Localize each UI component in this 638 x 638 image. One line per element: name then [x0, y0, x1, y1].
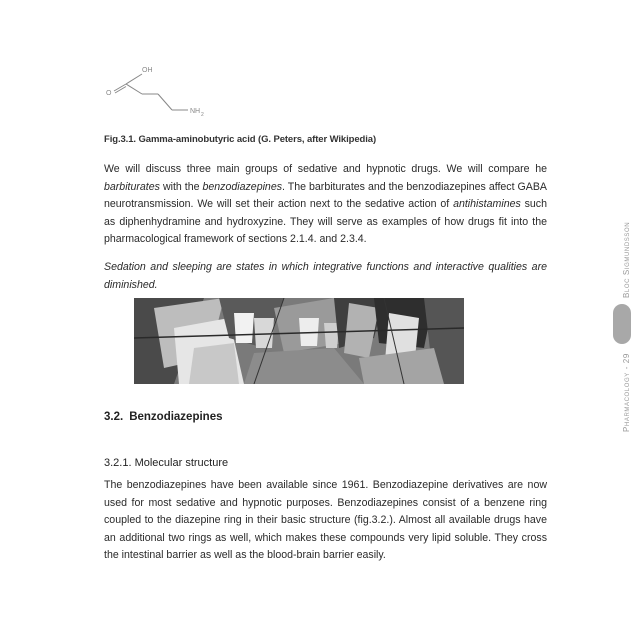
cubist-artwork-image — [134, 298, 464, 384]
paragraph-intro-text-4: such as diphenhydramine and hydroxyzine. They will serve as examples of how drugs fit into the pharmacological framework of sections 2.1.4. and 2.3.4. — [104, 198, 547, 246]
section-number: 3.2. — [104, 411, 124, 423]
paragraph-intro-text-2: with the — [159, 180, 203, 193]
paragraph-sedation: Sedation and sleeping are states in which integrative functions and interactive qualities are diminished. — [104, 261, 547, 291]
figure-caption: Fig.3.1. Gamma-aminobutyric acid (G. Peters, after Wikipedia) — [104, 134, 377, 145]
atom-label-o: O — [106, 90, 112, 97]
side-header-book-title: Bloc Sigmundsson — [622, 221, 631, 298]
term-barbiturates: barbiturates — [104, 180, 160, 193]
paragraph-intro-text-3: . The barbiturates and the benzodiazepines affect GABA neurotransmission. We will set their action next to the sedative action of — [104, 180, 547, 211]
section-heading-benzodiazepines — [104, 411, 223, 423]
atom-label-oh: OH — [142, 67, 153, 74]
atom-label-nh-subscript: 2 — [201, 112, 204, 118]
molecule-diagram — [104, 58, 214, 130]
paragraph-molecular-structure: The benzodiazepines have been available since 1961. Benzodiazepine derivatives are now used for most sedative and hypnotic purposes. Benzodiazepines consist of a benzene ring coupled to the diazepine ring in their basic structure (fig.3.2.). Almost all available drugs have an additional two rings as well, which makes these compounds very lipid soluble. They cross the intestinal barrier as well as the blood-brain barrier easily. — [104, 479, 547, 562]
side-tab-marker — [613, 304, 631, 344]
paragraph-intro-text-1: We will discuss three main groups of sedative and hypnotic drugs. We will compare he — [104, 163, 547, 175]
subsection-heading-molecular-structure: 3.2.1. Molecular structure — [104, 457, 229, 469]
term-antihistamines: antihistamines — [453, 198, 521, 211]
gaba-structure-figure — [104, 58, 214, 130]
running-side-header — [610, 210, 634, 440]
paragraph-intro — [104, 161, 547, 249]
side-header-page-label: Pharmacology - 29 — [622, 353, 631, 432]
term-benzodiazepines: benzodiazepines — [202, 180, 283, 193]
artwork-graphic — [134, 298, 464, 384]
atom-label-nh: NH — [190, 108, 201, 115]
section-title: Benzodiazepines — [129, 411, 223, 423]
